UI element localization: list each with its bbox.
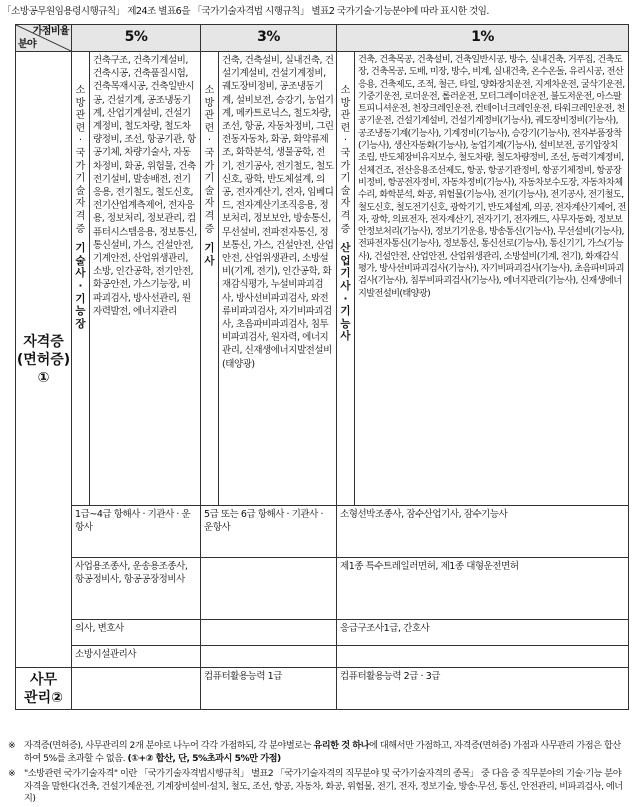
certificate-row-aviation [16, 558, 629, 620]
cell-1pct-license: 제1종 특수트레일러면허, 제1종 대형운전면허 [337, 558, 629, 620]
list-3pct-certificates: 건축, 건축설비, 실내건축, 건설기계설비, 건설기계정비, 궤도장비정비, 공조냉동기계, 설비보전, 승강기, 농업기계, 메카트로닉스, 철도차량, 조선, 항공, 자동차정비, 그린전동자동차, 화공, 화약류제조, 화학분석, 생물공학, 전기, 전기공사, 전기철도, 철도신호, 광학, 반도체설계, 의공, 전자계산기, 전자, 임베디드, 전자계산기조직응용, 정보처리, 정보보안, 방송통신, 무선설비, 전파전자통신, 정보통신, 가스, 건설안전, 산업안전, 산업위생관리, 소방설비(기계, 전기), 인간공학, 화재감식평가, 누설비파괴검사, 방사선비파괴검사, 와전류비파괴검사, 자기비파괴검사, 초음파비파괴검사, 침투비파괴검사, 원자력, 에너지관리, 신재생에너지발전설비(태양광) [219, 52, 337, 506]
cell-3pct-aviation [201, 558, 337, 620]
section-certificate-label: 자격증 (면허증) ① [16, 52, 72, 668]
footnote-2: ※ "소방관련 국가기술자격" 이란 「국가기술자격법시행규칙」 별표2 「국가기술자격의 직무분야 및 국가기술자격의 종목」 중 다음 중 직무분야의 기술·기능 분야 자격을 말한다(건축, 건설기계운전, 기계장비설비·설치, 철도, 조선, 항공, 자동차, 화공, 위험물, 전기, 전자, 정보기술, 방송·무선, 통신, 안전관리, 비파괴검사, 에너지) [8, 768, 623, 804]
footnote-1: ※ 자격증(면허증), 사무관리의 2개 분야로 나누어 각각 가점하되, 각 분야별로는 유리한 것 하나에 대해서만 가점하고, 자격증(면허증) 가점과 사무관리 가점은 합산하여 5%를 초과할 수 없음. (①+② 합산, 단, 5%초과시 5%만 가점) [8, 740, 621, 764]
footnotes [8, 740, 628, 806]
office-management-row [16, 668, 629, 710]
header-note: 「소방공무원임용령시행규칙」 제24조 별표6을 「국가기술자격법 시행규칙」 별표2 국가기술·기능분야에 따라 표시한 것임. [2, 6, 489, 17]
col-header-5pct: 5% [72, 25, 201, 52]
bonus-point-table [15, 24, 629, 710]
vertical-label-5pct: 소 방 관 련 · 국 가 기 술 자 격 증 기 술 사 · 기 능 장 [72, 52, 90, 506]
cell-1pct-mariner: 소형선박조종사, 잠수산업기사, 잠수기능사 [337, 506, 629, 558]
cell-3pct-office: 컴퓨터활용능력 1급 [201, 668, 337, 710]
vertical-label-1pct: 소 방 관 련 · 국 가 기 술 자 격 증 산 업 기 사 · 기 능 사 [337, 52, 355, 506]
cell-3pct-professional [201, 620, 337, 646]
cell-5pct-mariner: 1급~4급 항해사 · 기관사 · 운항사 [72, 506, 201, 558]
corner-bottom-label: 분야 [18, 39, 37, 50]
col-header-3pct: 3% [201, 25, 337, 52]
cell-1pct-office: 컴퓨터활용능력 2급 · 3급 [337, 668, 629, 710]
col-header-1pct: 1% [337, 25, 629, 52]
certificate-row-main [16, 52, 629, 506]
cell-5pct-office [72, 668, 201, 710]
section-office-label: 사무 관리② [16, 668, 72, 710]
corner-cell [16, 25, 72, 52]
cell-3pct-empty [201, 646, 337, 668]
certificate-row-mariner [16, 506, 629, 558]
list-1pct-certificates: 건축, 건축목공, 건축설비, 건축일반시공, 방수, 실내건축, 거푸집, 건축도장, 건축목공, 도배, 미장, 방수, 비계, 실내건축, 온수온돌, 유리시공, 전산응용, 건축제도, 조적, 철근, 타일, 양화장치운전, 지게차운전, 굴삭기운전, 기중기운전, 로더운전, 롤러운전, 모터그레이더운전, 불도저운전, 아스팔트피니셔운전, 천장크레인운전, 컨테이너크레인운전, 타워크레인운전, 천공기운전, 건설기계설비, 건설기계정비(기능사), 궤도장비정비(기능사), 공조냉동기계(기능사), 기계정비(기능사), 승강기(기능사), 전자부품장착(기능사), 생산자동화(기능사), 농업기계(기능사), 설비보전, 공기압장치조립, 반도체장비유지보수, 철도차량, 철도차량정비, 조선, 동력기계정비, 선체건조, 전산응용조선제도, 항공, 항공기관정비, 항공기체정비, 항공장비정비, 항공전자정비, 자동차정비(기능사), 자동차보수도장, 자동차차체수리, 화학분석, 화공, 위험물(기능사), 전기(기능사), 전기공사, 전기철도, 철도신호, 철도전기신호, 광학기기, 반도체설계, 의공, 전자계산기제어, 전자, 광학, 의료전자, 전자계산기, 전자기기, 전자캐드, 사무자동화, 정보보안정보처리(기능사), 정보기기운용, 방송통신(기능사), 무선설비(기능사), 전파전자통신(기능사), 정보통신, 통신선로(기능사), 통신기기, 가스(기능사), 건설안전, 산업안전, 산업위생관리, 소방설비(기계, 전기), 화재감식평가, 방사선비파괴검사(기능사), 자기비파괴검사(기능사), 초음파비파괴검사(기능사), 침투비파괴검사(기능사), 에너지관리(기능사), 신재생에너지발전설비(태양광) [355, 52, 629, 506]
cell-5pct-fire-facility: 소방시설관리사 [72, 646, 201, 668]
certificate-row-fire-facility [16, 646, 629, 668]
cell-5pct-aviation: 사업용조종사, 운송용조종사, 항공정비사, 항공공장정비사 [72, 558, 201, 620]
vertical-label-3pct: 소 방 관 련 · 국 가 기 술 자 격 증 기 사 [201, 52, 219, 506]
cell-5pct-professional: 의사, 변호사 [72, 620, 201, 646]
cell-1pct-empty [337, 646, 629, 668]
corner-top-label: 가점비율 [32, 26, 69, 37]
certificate-row-professional [16, 620, 629, 646]
cell-3pct-mariner: 5급 또는 6급 항해사 · 기관사 · 운항사 [201, 506, 337, 558]
header-row [16, 25, 629, 52]
cell-1pct-medical: 응급구조사1급, 간호사 [337, 620, 629, 646]
list-5pct-certificates: 건축구조, 건축기계설비, 건축시공, 건축품질시험, 건축목재시공, 건축일반시공, 건설기계, 공조냉동기계, 산업기계설비, 건설기계정비, 철도차량, 철도차량정비, 조선, 항공기관, 항공기체, 차량기술사, 자동차정비, 화공, 위험물, 건축전기설비, 발송배전, 전기응용, 전기철도, 철도신호, 전기산업계측제어, 전자응용, 정보처리, 정보관리, 컴퓨터시스템응용, 정보통신, 통신설비, 가스, 건설안전, 기계안전, 산업위생관리, 소방, 인간공학, 전기안전, 화공안전, 가스기능장, 비파괴검사, 방사선관리, 원자력발전, 에너지관리 [90, 52, 201, 506]
